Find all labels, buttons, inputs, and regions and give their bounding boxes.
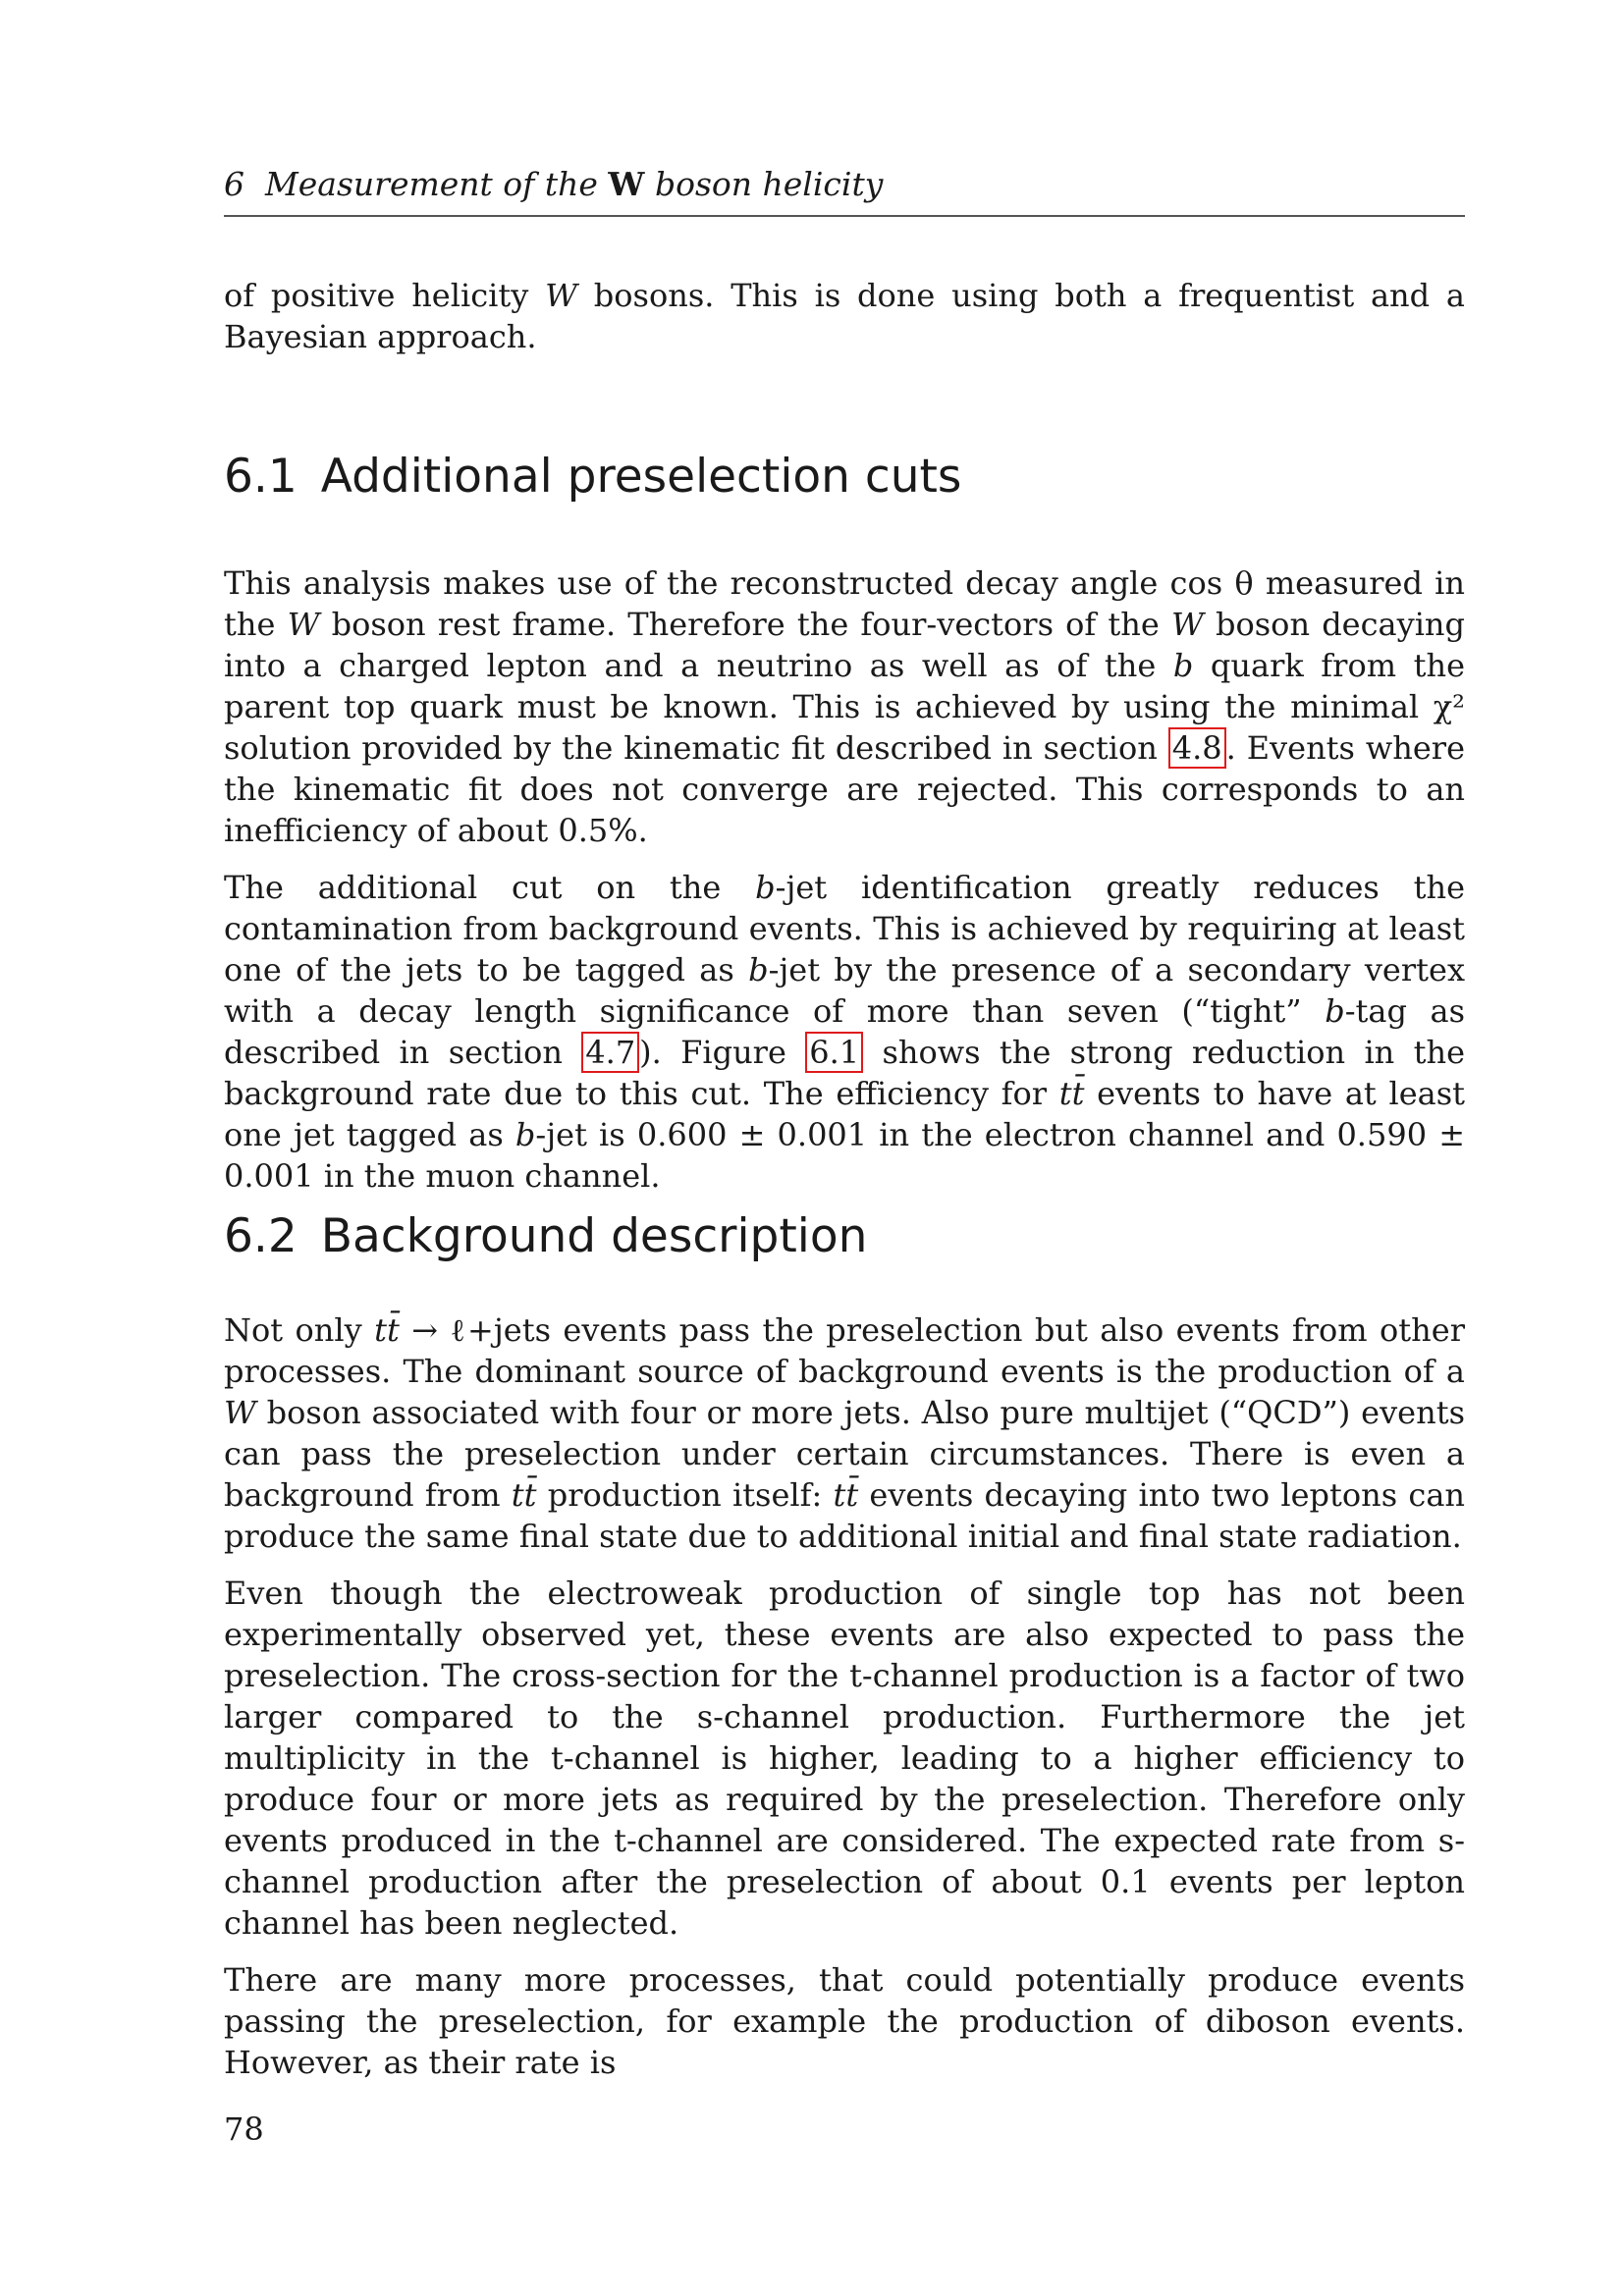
running-header [224,165,1465,217]
section-title: Additional preselection cuts [320,450,962,504]
paragraph: There are many more processes, that could potentially produce events passing the preselection, for example the production of diboson events. However, as their rate is [224,1961,1465,2081]
page-number: 78 [224,2110,264,2148]
paragraph: The additional cut on the b-jet identification greatly reduces the contamination from background events. This is achieved by requiring at least one of the jets to be tagged as b-jet by the presence of a secondary vertex with a decay length significance of more than seven (“tight” b-tag as described in section 4.7 ). Figure 6.1 shows the strong reduction in the background rate due to this cut. The efficiency for tt̄ events to have at least one jet tagged as b-jet is 0.600 ± 0.001 in the electron channel and 0.590 ± 0.001 in the muon channel. [224,869,1466,1195]
section-ref-link[interactable]: 4.8 [1168,727,1226,769]
figure-ref-link[interactable]: 6.1 [805,1032,863,1073]
chapter-number: 6 [224,165,244,203]
section-number: 6.1 [224,450,298,504]
section-number: 6.2 [224,1209,298,1263]
section-title: Background description [320,1209,868,1263]
intro-paragraph: of positive helicity W bosons. This is done using both a frequentist and a Bayesian approach. [224,277,1466,355]
intro-block [224,275,1465,357]
header-title-post: boson helicity [654,165,884,203]
section-heading-6-2 [224,1209,867,1263]
section-6-1-body [224,562,1465,1197]
header-title-pre: Measurement of the [264,165,598,203]
section-6-2-body [224,1309,1465,2083]
header-title-bold: W [608,165,645,203]
paragraph: Even though the electroweak production of single top has not been experimentally observed yet, these events are also expected to pass the preselection. The cross-section for the t-channel production is a factor of two larger compared to the s-channel production. Furthermore the jet multiplicity in the t-channel is higher, leading to a higher efficiency to produce four or more jets as required by the preselection. Therefore only events produced in the t-channel are considered. The expected rate from s-channel production after the preselection of about 0.1 events per lepton channel has been neglected. [224,1575,1465,1942]
paragraph: This analysis makes use of the reconstructed decay angle cos θ measured in the W boson rest frame. Therefore the four-vectors of the W boson decaying into a charged lepton and a neutrino as well as of the b quark from the parent top quark must be known. This is achieved by using the minimal χ² solution provided by the kinematic fit described in section 4.8 . Events where the kinematic fit does not converge are rejected. This corresponds to an inefficiency of about 0.5%. [224,564,1466,849]
section-ref-link[interactable]: 4.7 [581,1032,639,1073]
paragraph: Not only tt̄ → ℓ+jets events pass the preselection but also events from other processes. The dominant source of background events is the production of a W boson associated with four or more jets. Also pure multijet (“QCD”) events can pass the preselection under certain circumstances. There is even a background from tt̄ production itself: tt̄ events decaying into two leptons can produce the same final state due to additional initial and final state radiation. [224,1311,1466,1555]
section-heading-6-1 [224,450,961,504]
